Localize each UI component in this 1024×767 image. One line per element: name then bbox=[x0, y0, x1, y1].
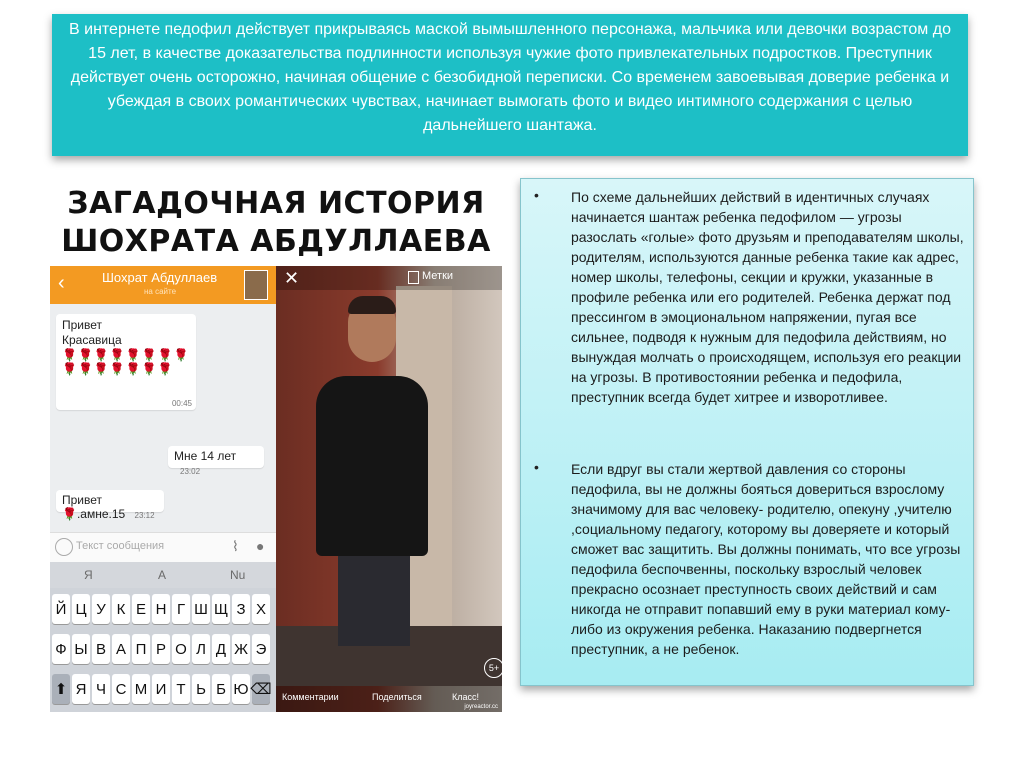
man-figure bbox=[316, 376, 428, 556]
comments-label: Комментарии bbox=[282, 692, 339, 702]
intro-banner bbox=[52, 14, 968, 156]
emoji-icon bbox=[55, 538, 73, 556]
suggestion-key: Nu bbox=[230, 568, 246, 582]
paperclip-icon: ⌇ bbox=[232, 538, 239, 554]
bullet: • bbox=[534, 459, 539, 475]
story-collage-image bbox=[50, 178, 502, 712]
key: З bbox=[232, 594, 250, 624]
key: И bbox=[152, 674, 170, 704]
key: Э bbox=[252, 634, 270, 664]
photo-action-bar bbox=[276, 686, 502, 712]
message-text: Красавица bbox=[62, 333, 122, 347]
key: Щ bbox=[212, 594, 230, 624]
key: Н bbox=[152, 594, 170, 624]
man-photo bbox=[276, 266, 502, 712]
backspace-key-icon: ⌫ bbox=[252, 674, 270, 704]
key: Ю bbox=[232, 674, 250, 704]
watermark: joyreactor.cc bbox=[464, 704, 498, 710]
chat-header bbox=[50, 266, 276, 304]
key: Л bbox=[192, 634, 210, 664]
like-label: Класс! bbox=[452, 692, 479, 702]
collage-title-line1: ЗАГАДОЧНАЯ ИСТОРИЯ bbox=[67, 186, 485, 221]
man-figure bbox=[348, 296, 396, 314]
chat-messages bbox=[50, 304, 276, 532]
key: Ы bbox=[72, 634, 90, 664]
key: Т bbox=[172, 674, 190, 704]
paragraph-2: Если вдруг вы стали жертвой давления со стороны педофила, вы не должны бояться довериться взрослому значимому для вас человеку- родителю, опекуну ,учителю ,социальному педагогу, которому вы доверяете и который сможет вас защитить. Вы должны понимать, что все угрозы педофила беспочвенны, поскольку взрослый человек прекрасно осознает преступность своих действий и сам никогда не отправит попавший ему в руки материал кому-либо из окружения ребенка. Наказанию подвергнется преступник, а не ребенок. bbox=[571, 461, 961, 657]
key: М bbox=[132, 674, 150, 704]
tag-icon bbox=[408, 271, 419, 284]
tag-label: Метки bbox=[422, 270, 454, 282]
key: С bbox=[112, 674, 130, 704]
collage-title-line2: ШОХРАТА АБДУЛЛАЕВА bbox=[61, 224, 491, 259]
photo-top-bar bbox=[276, 266, 502, 290]
suggestion-key: А bbox=[158, 568, 167, 582]
key: Я bbox=[72, 674, 90, 704]
key: Ч bbox=[92, 674, 110, 704]
photo-counter: 5+ bbox=[484, 658, 502, 678]
key: Х bbox=[252, 594, 270, 624]
key: Ф bbox=[52, 634, 70, 664]
key: О bbox=[172, 634, 190, 664]
message-input-placeholder: Текст сообщения bbox=[76, 540, 165, 552]
close-icon: ✕ bbox=[284, 268, 300, 288]
key: Г bbox=[172, 594, 190, 624]
back-arrow-icon: ‹ bbox=[58, 272, 65, 294]
rose-icons: 🌹🌹🌹🌹🌹🌹🌹🌹🌹🌹🌹🌹🌹🌹🌹 bbox=[62, 348, 190, 376]
keyboard-row bbox=[52, 674, 270, 704]
contact-status: на сайте bbox=[144, 287, 177, 296]
message-input-bar bbox=[50, 532, 276, 563]
message-bubble bbox=[56, 490, 164, 521]
intro-text: В интернете педофил действует прикрываясь маской вымышленного персонажа, мальчика или девочки возрастом до 15 лет, в качестве доказательства подлинности используя чужие фото привлекательных подростков. Преступник действует очень осторожно, начиная общение с безобидной переписки. Со временем завоевывая доверие ребенка и убеждая в своих романтических чувствах, начинает вымогать фото и видео интимного содержания с целью дальнейшего шантажа. bbox=[69, 21, 951, 134]
message-text: Привет bbox=[62, 318, 103, 332]
key: Ш bbox=[192, 594, 210, 624]
key: П bbox=[132, 634, 150, 664]
keyboard-row bbox=[52, 594, 270, 624]
bullet: • bbox=[534, 187, 539, 203]
key: Р bbox=[152, 634, 170, 664]
key: В bbox=[92, 634, 110, 664]
keyboard-row bbox=[52, 634, 270, 664]
key: А bbox=[112, 634, 130, 664]
keyboard bbox=[50, 588, 276, 712]
key: Ц bbox=[72, 594, 90, 624]
suggestion-key: Я bbox=[84, 568, 93, 582]
avatar bbox=[244, 270, 268, 300]
key: Б bbox=[212, 674, 230, 704]
key: Д bbox=[212, 634, 230, 664]
text-panel bbox=[520, 178, 974, 686]
message-time: 23:02 bbox=[180, 467, 201, 476]
message-time: 00:45 bbox=[171, 399, 192, 408]
message-text: Привет🌹.амне.15 bbox=[62, 493, 126, 521]
message-time: 23:12 bbox=[134, 511, 155, 520]
message-text: Мне 14 лет bbox=[174, 449, 237, 463]
chat-screenshot bbox=[50, 266, 276, 712]
message-bubble bbox=[56, 314, 196, 410]
keyboard-suggestion-bar bbox=[50, 562, 276, 588]
paragraph-1: По схеме дальнейших действий в идентичных случаях начинается шантаж ребенка педофилом — угрозы разослать «голые» фото друзьям и преподавателям школы, родителям, используются данные ребенка такие как адрес, номер школы, телефоны, секции и кружки, указанные в профиле ребенка или его родителей. Ребенка держат под прессингом в эмоциональном напряжении, пугая все сильнее, подводя к нужным для педофила действиям, но вынуждая молчать о происходящем, используя его реакции на угрозы. В противостоянии ребенка и педофила, преступник всегда будет хитрее и изворотливее. bbox=[571, 189, 964, 405]
contact-name: Шохрат Абдуллаев bbox=[102, 270, 218, 285]
microphone-icon: ● bbox=[256, 538, 265, 554]
shift-key-icon: ⬆ bbox=[52, 674, 70, 704]
key: Ж bbox=[232, 634, 250, 664]
key: У bbox=[92, 594, 110, 624]
key: К bbox=[112, 594, 130, 624]
man-figure bbox=[338, 556, 410, 646]
key: Й bbox=[52, 594, 70, 624]
key: Е bbox=[132, 594, 150, 624]
message-bubble bbox=[168, 446, 264, 476]
key: Ь bbox=[192, 674, 210, 704]
share-label: Поделиться bbox=[372, 692, 422, 702]
